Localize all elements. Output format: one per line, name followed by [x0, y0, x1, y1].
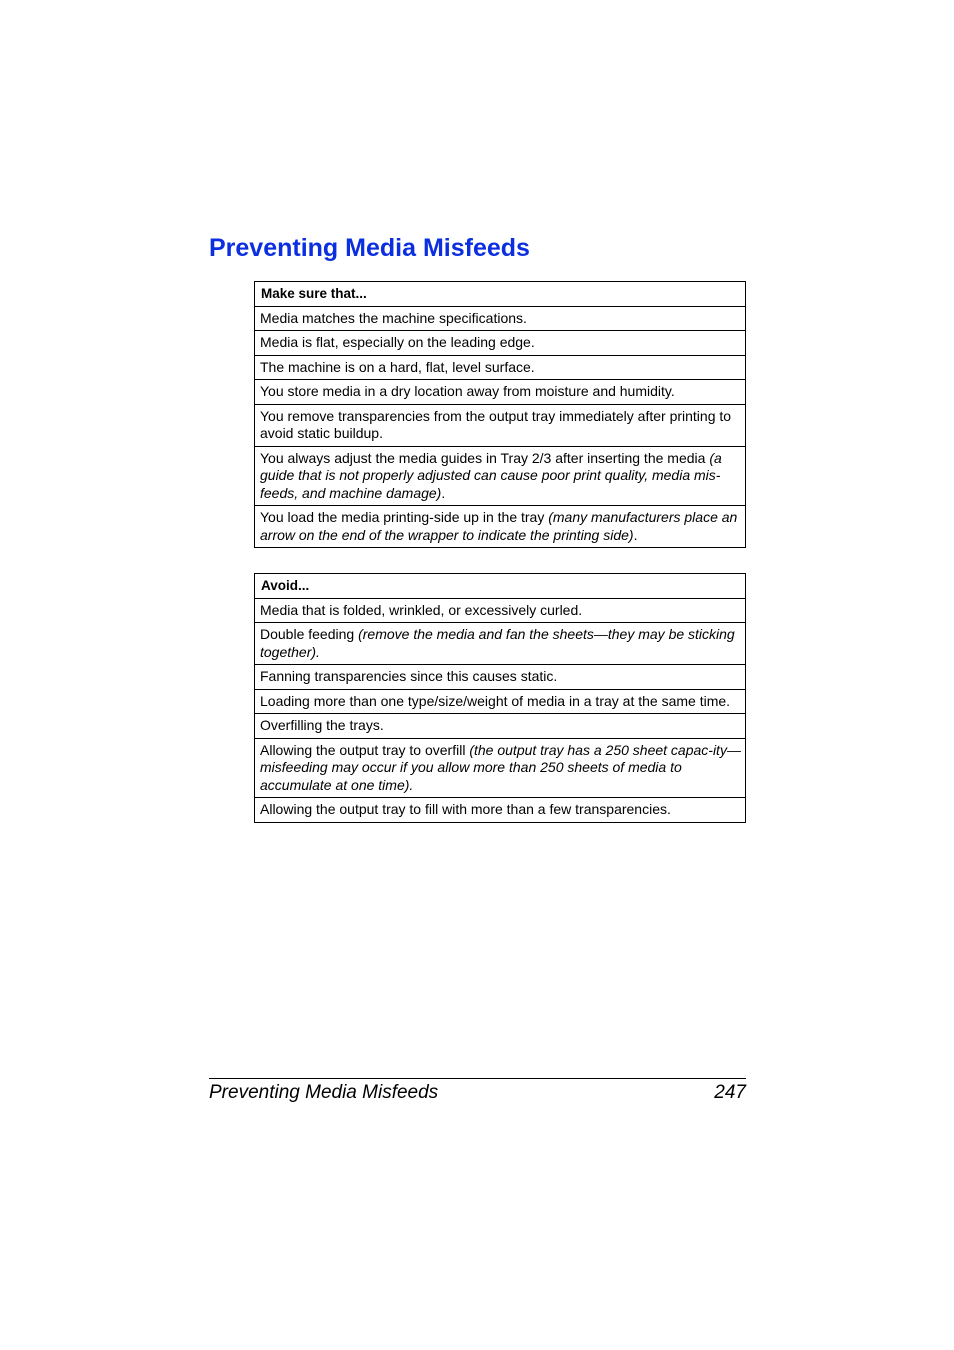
row-text: Fanning transparencies since this causes static.: [260, 668, 558, 684]
table-row: [255, 506, 746, 548]
row-text: The machine is on a hard, flat, level surface.: [260, 358, 535, 375]
row-note: (remove the media and fan the sheets—they may be sticking together).: [260, 626, 735, 660]
row-text: Loading more than one type/size/weight of media in a tray at the same time.: [260, 692, 731, 709]
row-note: (a guide that is not properly adjusted can cause poor print quality, media mis-feeds, and machine damage): [260, 449, 722, 501]
avoid-header: Avoid...: [255, 574, 746, 599]
table-row: [255, 380, 746, 405]
table-cell: [255, 446, 746, 506]
row-text: Media that is folded, wrinkled, or excessively curled.: [260, 601, 583, 618]
footer-divider: [209, 1078, 746, 1079]
row-text: Allowing the output tray to fill with more than a few transparencies.: [260, 801, 671, 817]
table-cell: [255, 798, 746, 823]
table-cell: [255, 623, 746, 665]
page-number: 247: [714, 1082, 746, 1103]
table-cell: [255, 738, 746, 798]
row-text: You always adjust the media guides in Tray 2/3 after inserting the media: [260, 449, 710, 466]
table-row: [255, 738, 746, 798]
table-cell: [255, 404, 746, 446]
table-row: [255, 355, 746, 380]
table-cell: [255, 689, 746, 714]
row-note: (many manufacturers place an arrow on the end of the wrapper to indicate the printing side): [260, 509, 738, 543]
row-text: Double feeding: [260, 626, 359, 642]
row-text: Media matches the machine specifications.: [260, 309, 527, 326]
row-text: You load the media printing-side up in the tray: [260, 509, 549, 525]
table-row: [255, 798, 746, 823]
table-cell: [255, 380, 746, 405]
page-title: Preventing Media Misfeeds: [209, 234, 530, 262]
table-row: [255, 623, 746, 665]
table-row: [255, 331, 746, 356]
table-cell: [255, 355, 746, 380]
make-sure-table: [254, 281, 746, 548]
table-row: [255, 306, 746, 331]
table-cell: [255, 506, 746, 548]
table-row: [255, 689, 746, 714]
table-row: [255, 598, 746, 623]
table-cell: [255, 598, 746, 623]
row-text: Allowing the output tray to overfill: [260, 741, 470, 758]
row-text: Overfilling the trays.: [260, 717, 384, 733]
table-row: [255, 714, 746, 739]
avoid-table: [254, 573, 746, 823]
table-cell: [255, 306, 746, 331]
table-header-row: [255, 282, 746, 307]
table-row: [255, 404, 746, 446]
row-tail: .: [633, 526, 638, 543]
row-text: Media is flat, especially on the leading edge.: [260, 334, 535, 350]
row-text: You store media in a dry location away from moisture and humidity.: [260, 383, 675, 399]
table-cell: [255, 714, 746, 739]
make-sure-header: Make sure that...: [255, 282, 746, 307]
table-row: [255, 665, 746, 690]
table-header-row: [255, 574, 746, 599]
table-cell: [255, 331, 746, 356]
row-note: (the output tray has a 250 sheet capac-ity—misfeeding may occur if you allow more than 250 sheets of media to accumulate at one time).: [260, 741, 741, 793]
table-cell: [255, 665, 746, 690]
row-tail: .: [441, 484, 446, 501]
row-text: You remove transparencies from the output tray immediately after printing to avoid static buildup.: [260, 407, 732, 441]
footer-title: Preventing Media Misfeeds: [209, 1082, 439, 1103]
table-row: [255, 446, 746, 506]
